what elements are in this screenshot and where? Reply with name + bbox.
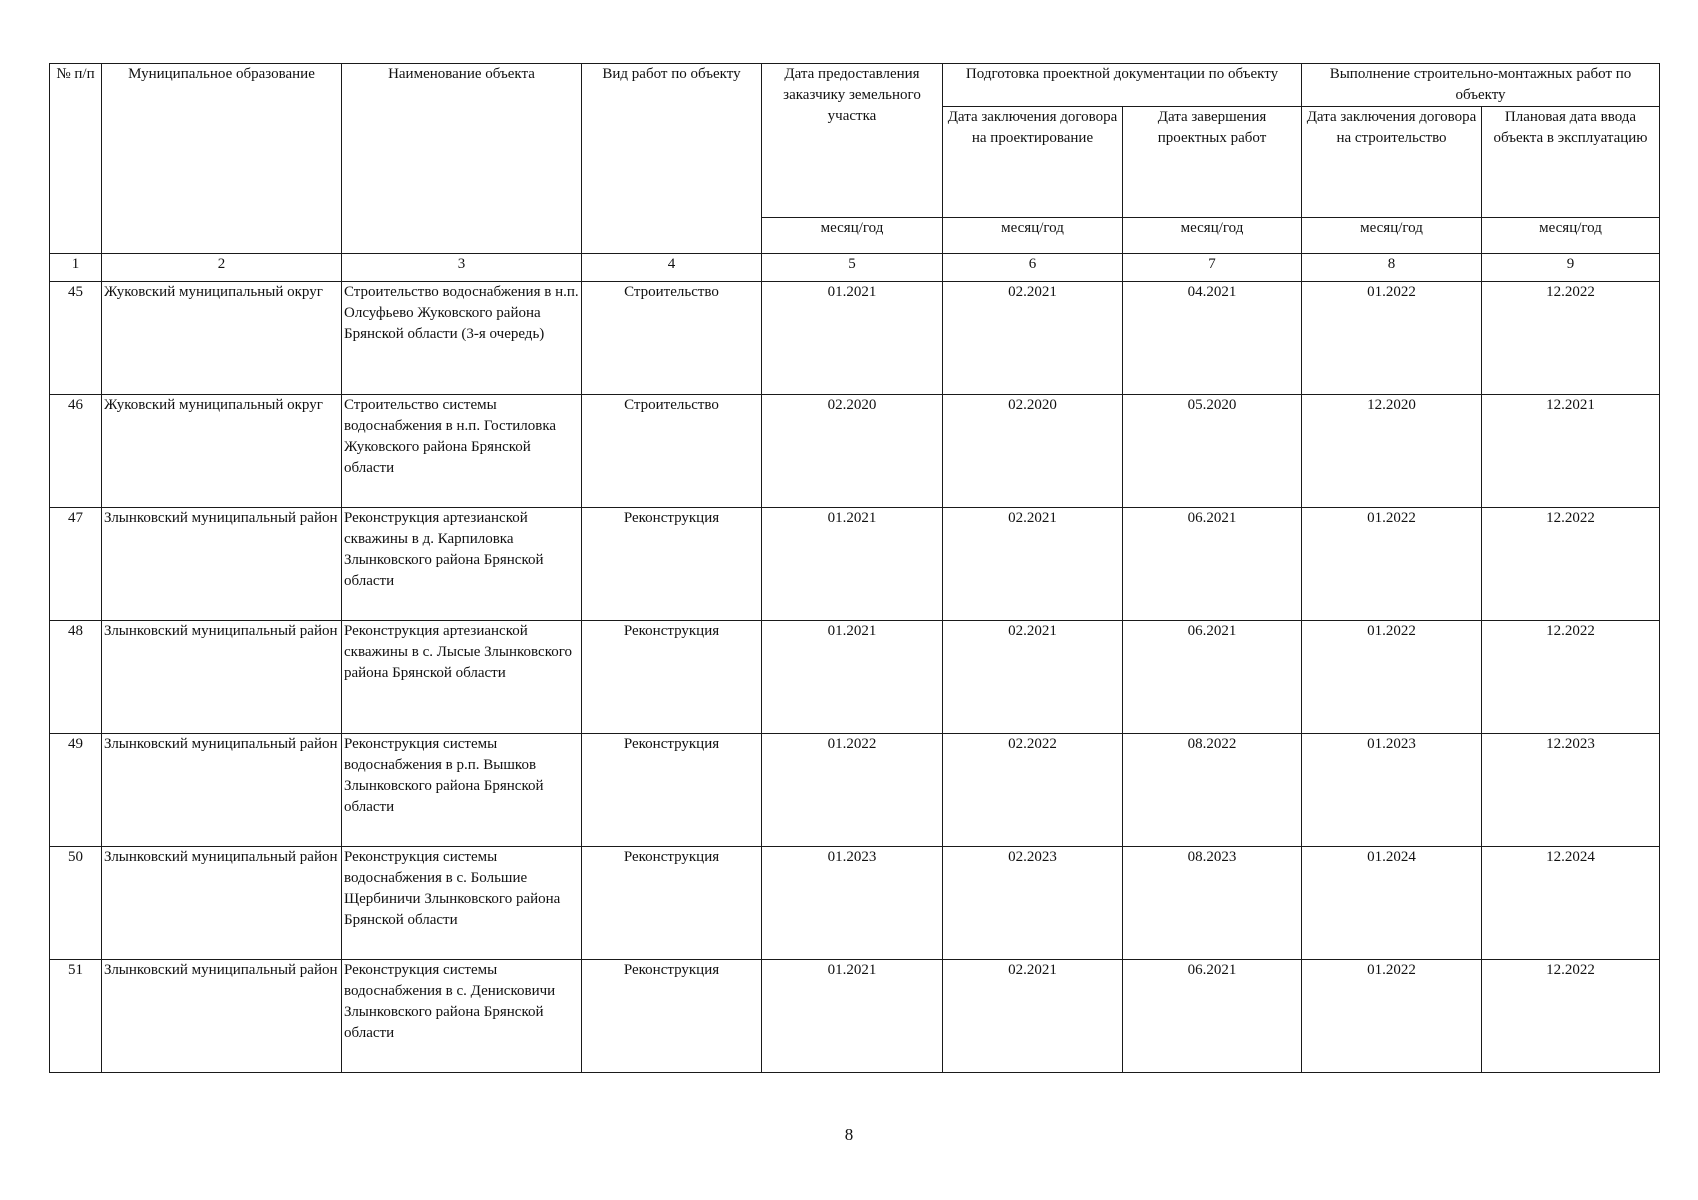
- row-design-contract: 02.2021: [943, 960, 1123, 1073]
- table-row: [50, 734, 1660, 847]
- row-work-type: Реконструкция: [582, 734, 762, 847]
- header-build-contract: Дата заключения договора на строительство: [1302, 107, 1482, 218]
- row-build-contract: 01.2024: [1302, 847, 1482, 960]
- row-build-contract: 01.2022: [1302, 282, 1482, 395]
- row-municipality: Жуковский муниципальный округ: [102, 282, 342, 395]
- row-build-contract: 01.2023: [1302, 734, 1482, 847]
- row-commissioning: 12.2024: [1482, 847, 1660, 960]
- row-municipality: Злынковский муниципальный район: [102, 621, 342, 734]
- unit-label: месяц/год: [1123, 218, 1302, 254]
- row-municipality: Злынковский муниципальный район: [102, 847, 342, 960]
- unit-label: месяц/год: [1482, 218, 1660, 254]
- row-num: 46: [50, 395, 102, 508]
- table-row: [50, 621, 1660, 734]
- row-design-complete: 06.2021: [1123, 508, 1302, 621]
- row-num: 51: [50, 960, 102, 1073]
- row-land-date: 01.2021: [762, 508, 943, 621]
- row-municipality: Злынковский муниципальный район: [102, 734, 342, 847]
- column-number: 4: [582, 254, 762, 282]
- row-design-complete: 04.2021: [1123, 282, 1302, 395]
- row-design-contract: 02.2022: [943, 734, 1123, 847]
- header-design-complete: Дата завершения проектных работ: [1123, 107, 1302, 218]
- row-commissioning: 12.2021: [1482, 395, 1660, 508]
- row-object: Строительство водоснабжения в н.п. Олсуфьево Жуковского района Брянской области (3-я очередь): [342, 282, 582, 395]
- row-num: 45: [50, 282, 102, 395]
- row-land-date: 02.2020: [762, 395, 943, 508]
- row-land-date: 01.2021: [762, 282, 943, 395]
- row-land-date: 01.2021: [762, 621, 943, 734]
- header-land-date: Дата предоставления заказчику земельного участка: [762, 64, 943, 218]
- row-build-contract: 01.2022: [1302, 508, 1482, 621]
- header-num: № п/п: [50, 64, 102, 254]
- row-object: Реконструкция артезианской скважины в с. Лысые Злынковского района Брянской области: [342, 621, 582, 734]
- row-commissioning: 12.2022: [1482, 960, 1660, 1073]
- row-object: Реконструкция артезианской скважины в д. Карпиловка Злынковского района Брянской области: [342, 508, 582, 621]
- column-number: 2: [102, 254, 342, 282]
- row-design-complete: 08.2023: [1123, 847, 1302, 960]
- row-design-contract: 02.2021: [943, 508, 1123, 621]
- row-design-complete: 06.2021: [1123, 960, 1302, 1073]
- row-work-type: Строительство: [582, 282, 762, 395]
- row-land-date: 01.2023: [762, 847, 943, 960]
- row-work-type: Реконструкция: [582, 621, 762, 734]
- header-group-construction: Выполнение строительно-монтажных работ по объекту: [1302, 64, 1660, 107]
- row-municipality: Жуковский муниципальный округ: [102, 395, 342, 508]
- column-number: 8: [1302, 254, 1482, 282]
- column-number-row: [50, 254, 1660, 282]
- column-number: 6: [943, 254, 1123, 282]
- table-row: [50, 960, 1660, 1073]
- row-design-complete: 08.2022: [1123, 734, 1302, 847]
- row-commissioning: 12.2022: [1482, 508, 1660, 621]
- header-work-type: Вид работ по объекту: [582, 64, 762, 254]
- row-build-contract: 01.2022: [1302, 621, 1482, 734]
- row-land-date: 01.2021: [762, 960, 943, 1073]
- row-build-contract: 01.2022: [1302, 960, 1482, 1073]
- unit-label: месяц/год: [943, 218, 1123, 254]
- row-municipality: Злынковский муниципальный район: [102, 508, 342, 621]
- row-build-contract: 12.2020: [1302, 395, 1482, 508]
- row-num: 47: [50, 508, 102, 621]
- row-work-type: Реконструкция: [582, 508, 762, 621]
- table-row: [50, 282, 1660, 395]
- unit-label: месяц/год: [762, 218, 943, 254]
- row-design-complete: 05.2020: [1123, 395, 1302, 508]
- column-number: 7: [1123, 254, 1302, 282]
- column-number: 9: [1482, 254, 1660, 282]
- header-group-design: Подготовка проектной документации по объекту: [943, 64, 1302, 107]
- row-land-date: 01.2022: [762, 734, 943, 847]
- header-row-top: [50, 64, 1660, 107]
- column-number: 3: [342, 254, 582, 282]
- table-row: [50, 847, 1660, 960]
- row-commissioning: 12.2023: [1482, 734, 1660, 847]
- page-number: 8: [844, 1125, 854, 1144]
- row-object: Реконструкция системы водоснабжения в с. Большие Щербиничи Злынковского района Брянской области: [342, 847, 582, 960]
- construction-schedule-table: [49, 63, 1660, 1073]
- row-num: 48: [50, 621, 102, 734]
- header-design-contract: Дата заключения договора на проектирование: [943, 107, 1123, 218]
- row-num: 49: [50, 734, 102, 847]
- row-commissioning: 12.2022: [1482, 282, 1660, 395]
- row-design-contract: 02.2021: [943, 282, 1123, 395]
- row-work-type: Строительство: [582, 395, 762, 508]
- header-municipality: Муниципальное образование: [102, 64, 342, 254]
- column-number: 1: [50, 254, 102, 282]
- table-row: [50, 395, 1660, 508]
- row-object: Реконструкция системы водоснабжения в р.п. Вышков Злынковского района Брянской области: [342, 734, 582, 847]
- row-design-contract: 02.2023: [943, 847, 1123, 960]
- header-commissioning: Плановая дата ввода объекта в эксплуатацию: [1482, 107, 1660, 218]
- row-work-type: Реконструкция: [582, 847, 762, 960]
- column-number: 5: [762, 254, 943, 282]
- row-object: Реконструкция системы водоснабжения в с. Денисковичи Злынковского района Брянской области: [342, 960, 582, 1073]
- row-work-type: Реконструкция: [582, 960, 762, 1073]
- row-municipality: Злынковский муниципальный район: [102, 960, 342, 1073]
- row-num: 50: [50, 847, 102, 960]
- header-object: Наименование объекта: [342, 64, 582, 254]
- row-design-contract: 02.2020: [943, 395, 1123, 508]
- row-commissioning: 12.2022: [1482, 621, 1660, 734]
- row-design-complete: 06.2021: [1123, 621, 1302, 734]
- table-row: [50, 508, 1660, 621]
- row-design-contract: 02.2021: [943, 621, 1123, 734]
- row-object: Строительство системы водоснабжения в н.п. Гостиловка Жуковского района Брянской области: [342, 395, 582, 508]
- unit-label: месяц/год: [1302, 218, 1482, 254]
